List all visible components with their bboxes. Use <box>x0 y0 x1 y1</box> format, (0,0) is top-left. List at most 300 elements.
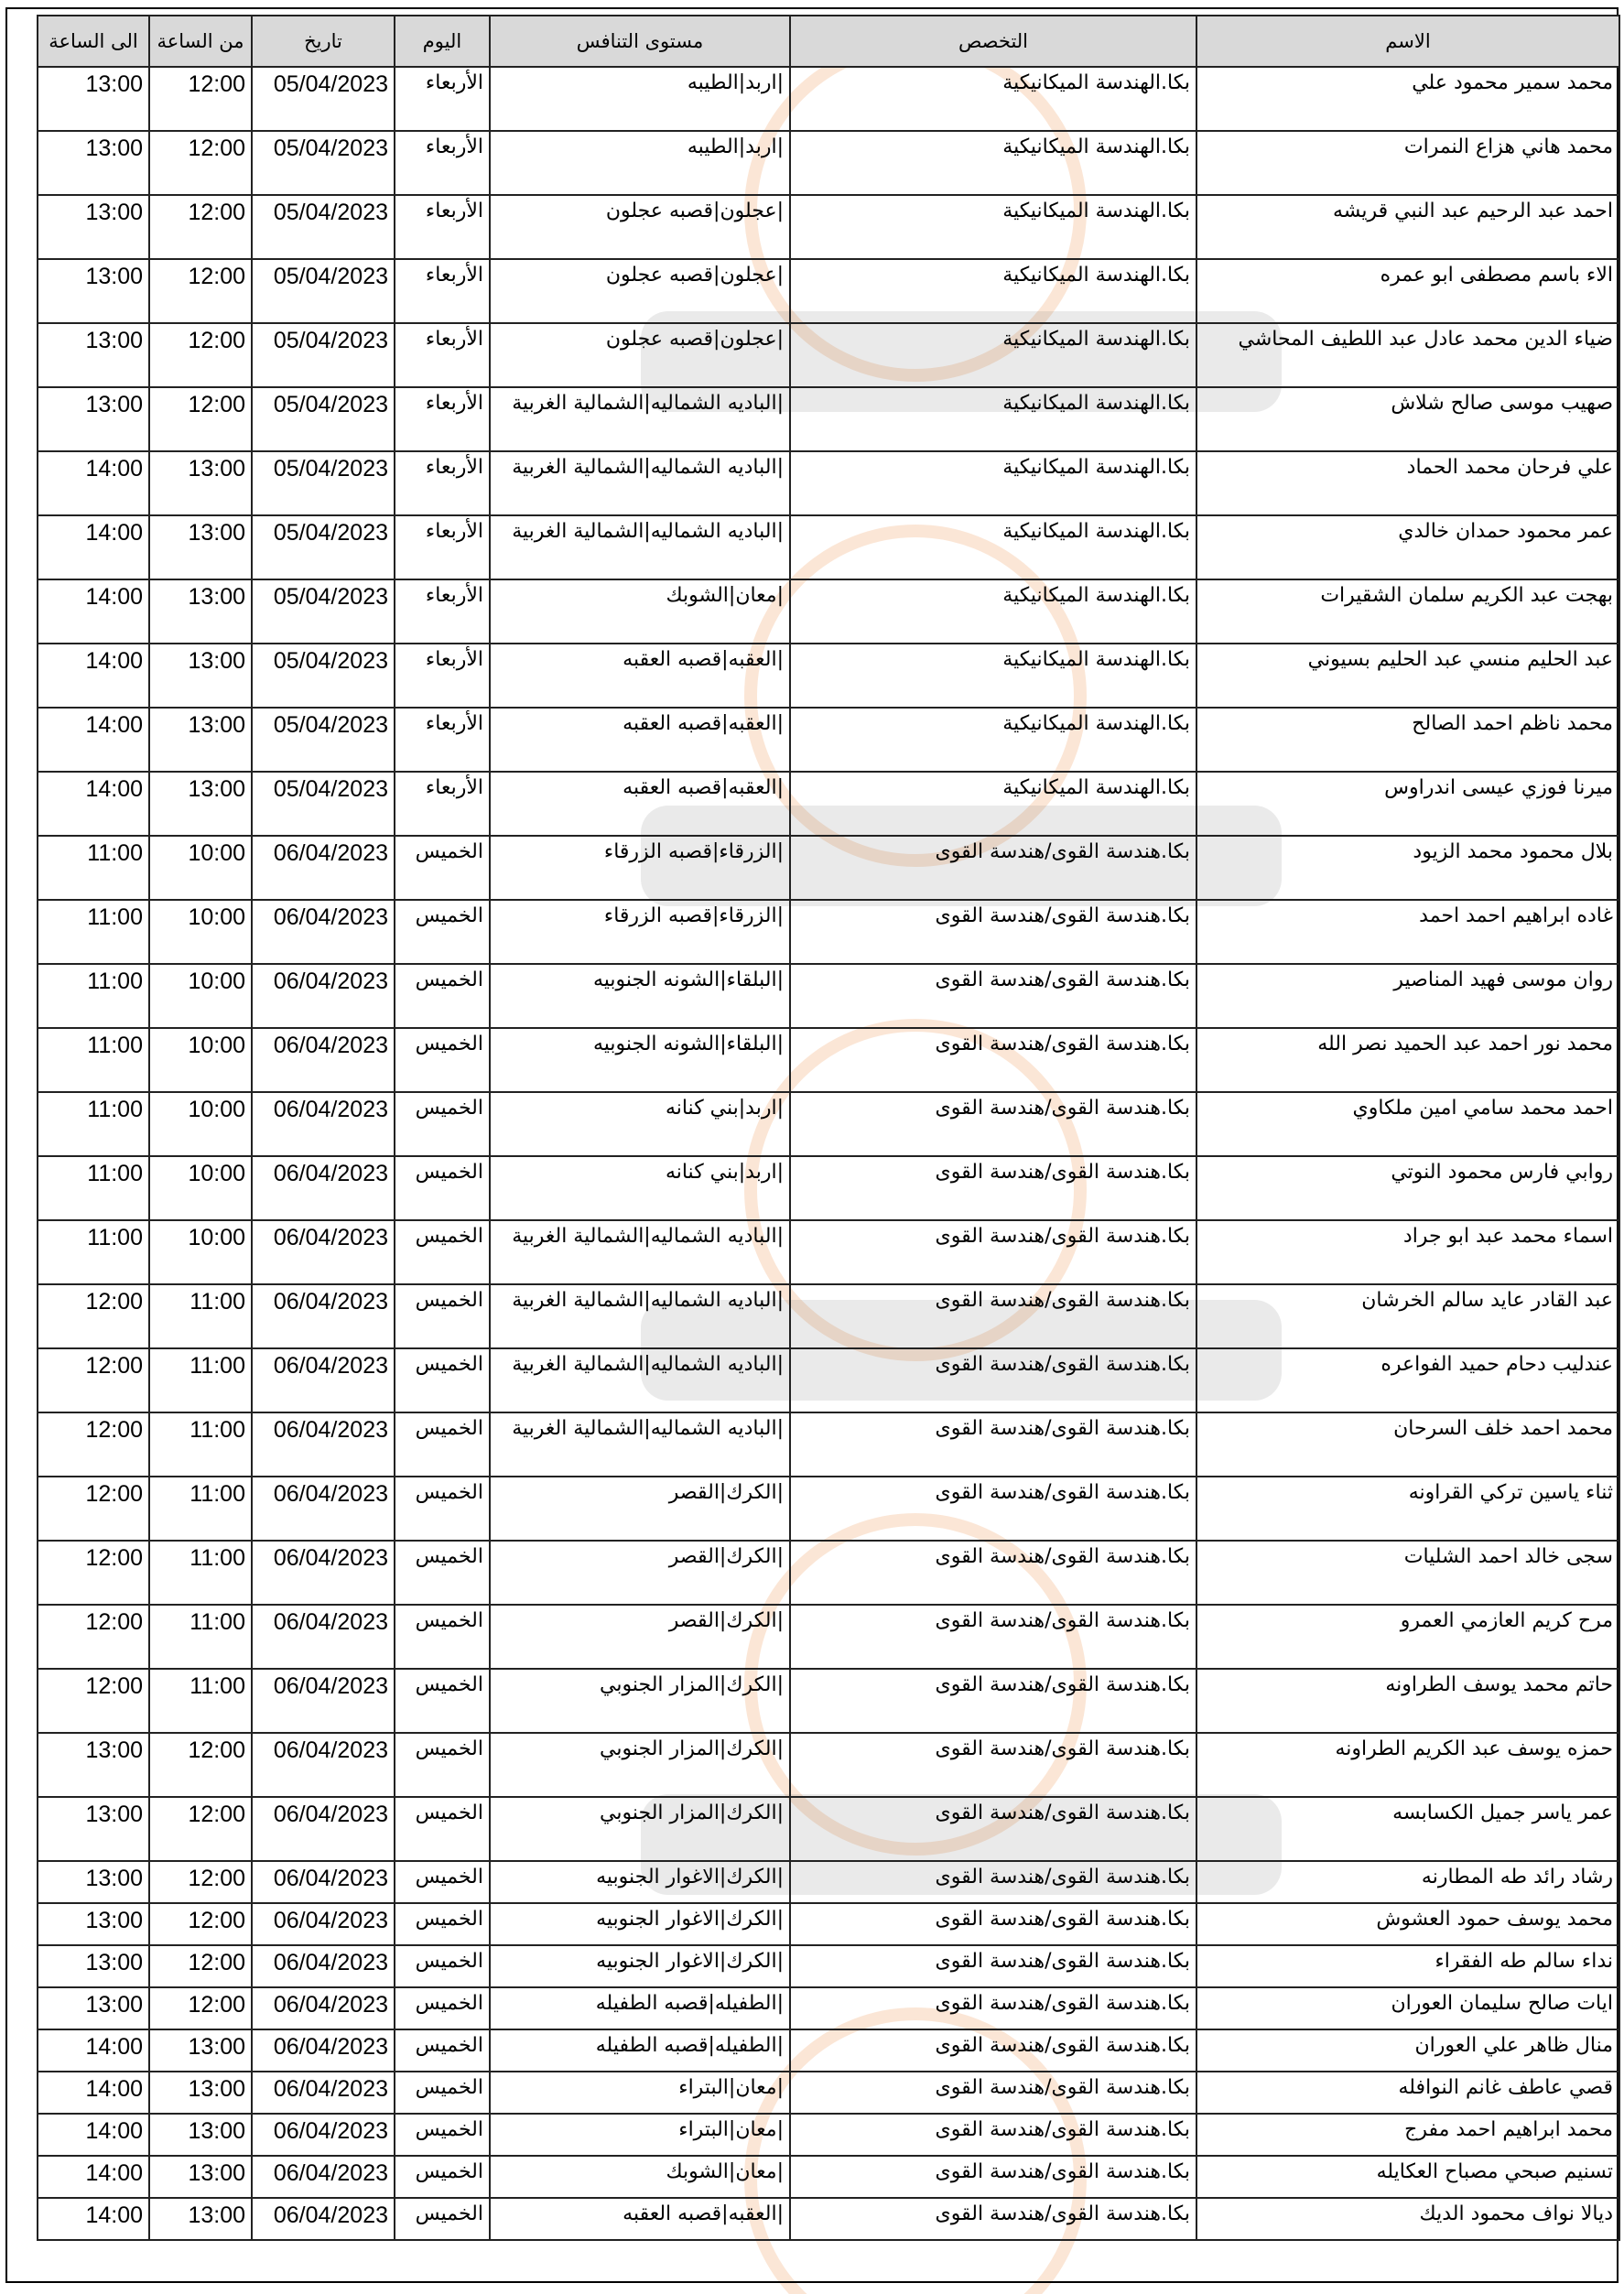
cell-name: روان موسى فهيد المناصير <box>1196 964 1619 1028</box>
table-row <box>38 195 1619 259</box>
cell-level: |الباديه الشماليه|الشمالية الغربية <box>490 1220 790 1284</box>
header-day: اليوم <box>395 16 490 67</box>
cell-day: الخميس <box>395 2029 490 2072</box>
cell-date: 06/04/2023 <box>252 1903 395 1945</box>
table-row <box>38 579 1619 644</box>
cell-date: 06/04/2023 <box>252 1477 395 1541</box>
cell-date: 06/04/2023 <box>252 1284 395 1348</box>
table-row <box>38 1945 1619 1987</box>
cell-day: الأربعاء <box>395 259 490 323</box>
cell-to: 13:00 <box>38 323 149 387</box>
cell-from: 11:00 <box>149 1284 252 1348</box>
cell-to: 12:00 <box>38 1605 149 1669</box>
cell-day: الخميس <box>395 1945 490 1987</box>
cell-level: |العقبه|قصبه العقبه <box>490 772 790 836</box>
cell-major: بكا.هندسة القوى/هندسة القوى <box>790 836 1196 900</box>
cell-to: 13:00 <box>38 1733 149 1797</box>
cell-major: بكا.هندسة القوى/هندسة القوى <box>790 1092 1196 1156</box>
cell-day: الخميس <box>395 1477 490 1541</box>
cell-major: بكا.الهندسة الميكانيكية <box>790 323 1196 387</box>
cell-from: 13:00 <box>149 579 252 644</box>
cell-day: الخميس <box>395 1605 490 1669</box>
cell-name: عندليب دحام حميد الفواعره <box>1196 1348 1619 1412</box>
cell-day: الخميس <box>395 1541 490 1605</box>
cell-from: 11:00 <box>149 1669 252 1733</box>
cell-to: 13:00 <box>38 131 149 195</box>
cell-major: بكا.هندسة القوى/هندسة القوى <box>790 1028 1196 1092</box>
cell-name: غاده ابراهيم احمد احمد <box>1196 900 1619 964</box>
cell-major: بكا.الهندسة الميكانيكية <box>790 708 1196 772</box>
table-row <box>38 2114 1619 2156</box>
cell-to: 13:00 <box>38 1797 149 1861</box>
table-row <box>38 836 1619 900</box>
header-date: تاريخ <box>252 16 395 67</box>
cell-major: بكا.هندسة القوى/هندسة القوى <box>790 1797 1196 1861</box>
cell-level: |الباديه الشماليه|الشمالية الغربية <box>490 387 790 451</box>
cell-to: 13:00 <box>38 67 149 131</box>
cell-day: الخميس <box>395 2114 490 2156</box>
cell-level: |الكرك|المزار الجنوبي <box>490 1733 790 1797</box>
cell-level: |اربد|بني كنانه <box>490 1092 790 1156</box>
cell-date: 05/04/2023 <box>252 644 395 708</box>
cell-date: 06/04/2023 <box>252 1541 395 1605</box>
cell-to: 13:00 <box>38 195 149 259</box>
cell-major: بكا.الهندسة الميكانيكية <box>790 451 1196 515</box>
cell-date: 06/04/2023 <box>252 1348 395 1412</box>
cell-name: احمد محمد سامي امين ملكاوي <box>1196 1092 1619 1156</box>
cell-name: محمد يوسف حمود العشوش <box>1196 1903 1619 1945</box>
cell-level: |الكرك|القصر <box>490 1605 790 1669</box>
cell-name: الاء باسم مصطفى ابو عمره <box>1196 259 1619 323</box>
cell-date: 06/04/2023 <box>252 1669 395 1733</box>
cell-day: الأربعاء <box>395 515 490 579</box>
cell-major: بكا.الهندسة الميكانيكية <box>790 131 1196 195</box>
cell-level: |العقبه|قصبه العقبه <box>490 644 790 708</box>
cell-name: ميرنا فوزي عيسى اندراوس <box>1196 772 1619 836</box>
cell-to: 11:00 <box>38 836 149 900</box>
cell-level: |اربد|الطيبه <box>490 67 790 131</box>
table-row <box>38 1903 1619 1945</box>
cell-day: الخميس <box>395 1348 490 1412</box>
cell-day: الخميس <box>395 1903 490 1945</box>
cell-to: 11:00 <box>38 964 149 1028</box>
table-row <box>38 964 1619 1028</box>
cell-to: 14:00 <box>38 772 149 836</box>
cell-level: |اربد|بني كنانه <box>490 1156 790 1220</box>
cell-date: 06/04/2023 <box>252 964 395 1028</box>
cell-from: 13:00 <box>149 515 252 579</box>
cell-from: 12:00 <box>149 131 252 195</box>
cell-date: 06/04/2023 <box>252 1092 395 1156</box>
cell-to: 14:00 <box>38 2198 149 2240</box>
cell-major: بكا.هندسة القوى/هندسة القوى <box>790 1669 1196 1733</box>
cell-day: الأربعاء <box>395 323 490 387</box>
table-row <box>38 1220 1619 1284</box>
table-row <box>38 1156 1619 1220</box>
cell-date: 06/04/2023 <box>252 1028 395 1092</box>
cell-to: 14:00 <box>38 644 149 708</box>
table-row <box>38 1733 1619 1797</box>
cell-from: 10:00 <box>149 836 252 900</box>
table-header-row <box>38 16 1619 67</box>
cell-name: ديالا نواف محمود الديك <box>1196 2198 1619 2240</box>
cell-level: |العقبه|قصبه العقبه <box>490 2198 790 2240</box>
table-row <box>38 708 1619 772</box>
cell-major: بكا.هندسة القوى/هندسة القوى <box>790 1412 1196 1477</box>
cell-major: بكا.هندسة القوى/هندسة القوى <box>790 1477 1196 1541</box>
cell-level: |الكرك|المزار الجنوبي <box>490 1669 790 1733</box>
cell-from: 10:00 <box>149 964 252 1028</box>
cell-day: الخميس <box>395 1797 490 1861</box>
cell-from: 12:00 <box>149 259 252 323</box>
cell-day: الأربعاء <box>395 131 490 195</box>
cell-name: نداء سالم طه الفقراء <box>1196 1945 1619 1987</box>
cell-major: بكا.الهندسة الميكانيكية <box>790 579 1196 644</box>
cell-name: عمر محمود حمدان خالدي <box>1196 515 1619 579</box>
cell-date: 06/04/2023 <box>252 2114 395 2156</box>
cell-from: 13:00 <box>149 451 252 515</box>
table-row <box>38 2198 1619 2240</box>
cell-date: 06/04/2023 <box>252 2072 395 2114</box>
cell-date: 05/04/2023 <box>252 67 395 131</box>
cell-from: 12:00 <box>149 1987 252 2029</box>
cell-level: |عجلون|قصبه عجلون <box>490 259 790 323</box>
table-body <box>38 67 1619 2240</box>
cell-level: |البلقاء|الشونه الجنوبيه <box>490 964 790 1028</box>
cell-major: بكا.هندسة القوى/هندسة القوى <box>790 2114 1196 2156</box>
cell-major: بكا.هندسة القوى/هندسة القوى <box>790 1987 1196 2029</box>
cell-date: 06/04/2023 <box>252 1156 395 1220</box>
cell-level: |الكرك|الاغوار الجنوبيه <box>490 1903 790 1945</box>
header-name: الاسم <box>1196 16 1619 67</box>
cell-day: الخميس <box>395 2072 490 2114</box>
cell-name: سجى خالد احمد الشليات <box>1196 1541 1619 1605</box>
cell-from: 11:00 <box>149 1477 252 1541</box>
cell-major: بكا.الهندسة الميكانيكية <box>790 644 1196 708</box>
cell-major: بكا.هندسة القوى/هندسة القوى <box>790 1733 1196 1797</box>
cell-name: صهيب موسى صالح شلاش <box>1196 387 1619 451</box>
cell-from: 13:00 <box>149 2114 252 2156</box>
cell-name: مرح كريم العازمي العمرو <box>1196 1605 1619 1669</box>
cell-to: 12:00 <box>38 1541 149 1605</box>
cell-date: 06/04/2023 <box>252 900 395 964</box>
cell-day: الخميس <box>395 2198 490 2240</box>
cell-to: 14:00 <box>38 2029 149 2072</box>
cell-from: 12:00 <box>149 1733 252 1797</box>
cell-from: 12:00 <box>149 387 252 451</box>
cell-major: بكا.هندسة القوى/هندسة القوى <box>790 1284 1196 1348</box>
table-row <box>38 1348 1619 1412</box>
cell-level: |الباديه الشماليه|الشمالية الغربية <box>490 515 790 579</box>
cell-name: منال ظاهر علي العوران <box>1196 2029 1619 2072</box>
table-row <box>38 2156 1619 2198</box>
cell-name: محمد هاني هزاع النمرات <box>1196 131 1619 195</box>
cell-major: بكا.الهندسة الميكانيكية <box>790 259 1196 323</box>
cell-from: 12:00 <box>149 1945 252 1987</box>
table-row <box>38 387 1619 451</box>
cell-to: 13:00 <box>38 1987 149 2029</box>
cell-level: |الكرك|المزار الجنوبي <box>490 1797 790 1861</box>
cell-level: |البلقاء|الشونه الجنوبيه <box>490 1028 790 1092</box>
cell-to: 14:00 <box>38 451 149 515</box>
cell-name: عمر ياسر جميل الكسابسه <box>1196 1797 1619 1861</box>
cell-from: 10:00 <box>149 1028 252 1092</box>
cell-date: 06/04/2023 <box>252 1797 395 1861</box>
cell-major: بكا.هندسة القوى/هندسة القوى <box>790 1541 1196 1605</box>
cell-name: حاتم محمد يوسف الطراونه <box>1196 1669 1619 1733</box>
cell-from: 12:00 <box>149 1861 252 1903</box>
cell-date: 05/04/2023 <box>252 259 395 323</box>
cell-day: الخميس <box>395 1092 490 1156</box>
cell-name: حمزه يوسف عبد الكريم الطراونه <box>1196 1733 1619 1797</box>
cell-from: 10:00 <box>149 900 252 964</box>
cell-name: عبد الحليم منسي عبد الحليم بسيوني <box>1196 644 1619 708</box>
cell-to: 12:00 <box>38 1412 149 1477</box>
cell-name: محمد سمير محمود علي <box>1196 67 1619 131</box>
cell-major: بكا.هندسة القوى/هندسة القوى <box>790 1348 1196 1412</box>
cell-day: الأربعاء <box>395 772 490 836</box>
cell-from: 12:00 <box>149 1797 252 1861</box>
cell-level: |الباديه الشماليه|الشمالية الغربية <box>490 1412 790 1477</box>
cell-name: اسماء محمد عبد ابو جراد <box>1196 1220 1619 1284</box>
header-from: من الساعة <box>149 16 252 67</box>
cell-level: |العقبه|قصبه العقبه <box>490 708 790 772</box>
cell-major: بكا.هندسة القوى/هندسة القوى <box>790 2156 1196 2198</box>
cell-date: 05/04/2023 <box>252 323 395 387</box>
table-row <box>38 644 1619 708</box>
header-to: الى الساعة <box>38 16 149 67</box>
cell-major: بكا.هندسة القوى/هندسة القوى <box>790 1220 1196 1284</box>
cell-day: الخميس <box>395 1987 490 2029</box>
cell-to: 11:00 <box>38 1092 149 1156</box>
cell-day: الخميس <box>395 1733 490 1797</box>
table-row <box>38 1541 1619 1605</box>
cell-level: |الكرك|الاغوار الجنوبيه <box>490 1945 790 1987</box>
cell-name: محمد نور احمد عبد الحميد نصر الله <box>1196 1028 1619 1092</box>
cell-to: 14:00 <box>38 579 149 644</box>
cell-name: محمد احمد خلف السرحان <box>1196 1412 1619 1477</box>
table-row <box>38 515 1619 579</box>
cell-date: 05/04/2023 <box>252 772 395 836</box>
cell-level: |معان|البتراء <box>490 2072 790 2114</box>
cell-from: 11:00 <box>149 1541 252 1605</box>
cell-from: 13:00 <box>149 708 252 772</box>
cell-major: بكا.هندسة القوى/هندسة القوى <box>790 1903 1196 1945</box>
table-row <box>38 259 1619 323</box>
table-row <box>38 451 1619 515</box>
cell-from: 13:00 <box>149 772 252 836</box>
cell-day: الخميس <box>395 964 490 1028</box>
cell-level: |الكرك|القصر <box>490 1541 790 1605</box>
cell-to: 14:00 <box>38 708 149 772</box>
cell-name: بهجت عبد الكريم سلمان الشقيرات <box>1196 579 1619 644</box>
cell-day: الخميس <box>395 1156 490 1220</box>
cell-to: 12:00 <box>38 1348 149 1412</box>
table-row <box>38 1412 1619 1477</box>
cell-from: 12:00 <box>149 1903 252 1945</box>
cell-level: |الزرقاء|قصبه الزرقاء <box>490 900 790 964</box>
table-row <box>38 1284 1619 1348</box>
cell-to: 13:00 <box>38 1903 149 1945</box>
cell-day: الخميس <box>395 1220 490 1284</box>
cell-from: 13:00 <box>149 2198 252 2240</box>
cell-date: 05/04/2023 <box>252 387 395 451</box>
cell-day: الأربعاء <box>395 195 490 259</box>
cell-day: الخميس <box>395 836 490 900</box>
cell-from: 10:00 <box>149 1156 252 1220</box>
cell-date: 06/04/2023 <box>252 836 395 900</box>
cell-level: |الطفيله|قصبه الطفيله <box>490 1987 790 2029</box>
cell-from: 13:00 <box>149 2156 252 2198</box>
cell-major: بكا.هندسة القوى/هندسة القوى <box>790 2198 1196 2240</box>
cell-to: 14:00 <box>38 2114 149 2156</box>
table-row <box>38 1987 1619 2029</box>
cell-to: 11:00 <box>38 1220 149 1284</box>
cell-name: رشاد رائد طه المطارنه <box>1196 1861 1619 1903</box>
cell-name: ثناء ياسين تركي القراونه <box>1196 1477 1619 1541</box>
cell-date: 05/04/2023 <box>252 515 395 579</box>
cell-major: بكا.الهندسة الميكانيكية <box>790 67 1196 131</box>
cell-date: 06/04/2023 <box>252 2198 395 2240</box>
cell-level: |الباديه الشماليه|الشمالية الغربية <box>490 1284 790 1348</box>
cell-date: 06/04/2023 <box>252 1220 395 1284</box>
cell-date: 05/04/2023 <box>252 708 395 772</box>
cell-major: بكا.هندسة القوى/هندسة القوى <box>790 1945 1196 1987</box>
cell-level: |الباديه الشماليه|الشمالية الغربية <box>490 451 790 515</box>
cell-level: |الكرك|الاغوار الجنوبيه <box>490 1861 790 1903</box>
cell-day: الأربعاء <box>395 67 490 131</box>
cell-day: الخميس <box>395 1284 490 1348</box>
table-row <box>38 323 1619 387</box>
cell-to: 12:00 <box>38 1669 149 1733</box>
cell-name: قصي عاطف غانم النوافله <box>1196 2072 1619 2114</box>
cell-day: الخميس <box>395 1028 490 1092</box>
cell-from: 12:00 <box>149 67 252 131</box>
cell-major: بكا.الهندسة الميكانيكية <box>790 772 1196 836</box>
cell-name: ضياء الدين محمد عادل عبد اللطيف المحاشي <box>1196 323 1619 387</box>
schedule-table <box>37 15 1620 2241</box>
cell-date: 06/04/2023 <box>252 1987 395 2029</box>
cell-day: الأربعاء <box>395 708 490 772</box>
table-row <box>38 67 1619 131</box>
cell-date: 06/04/2023 <box>252 1733 395 1797</box>
cell-day: الأربعاء <box>395 644 490 708</box>
cell-to: 13:00 <box>38 387 149 451</box>
header-major: التخصص <box>790 16 1196 67</box>
cell-level: |عجلون|قصبه عجلون <box>490 323 790 387</box>
cell-date: 06/04/2023 <box>252 2156 395 2198</box>
cell-level: |الكرك|القصر <box>490 1477 790 1541</box>
cell-major: بكا.هندسة القوى/هندسة القوى <box>790 964 1196 1028</box>
table-row <box>38 1669 1619 1733</box>
cell-from: 10:00 <box>149 1220 252 1284</box>
cell-from: 12:00 <box>149 323 252 387</box>
cell-date: 06/04/2023 <box>252 2029 395 2072</box>
cell-from: 11:00 <box>149 1348 252 1412</box>
cell-level: |الباديه الشماليه|الشمالية الغربية <box>490 1348 790 1412</box>
cell-day: الأربعاء <box>395 451 490 515</box>
cell-level: |عجلون|قصبه عجلون <box>490 195 790 259</box>
table-row <box>38 1477 1619 1541</box>
cell-name: عبد القادر عايد سالم الخرشان <box>1196 1284 1619 1348</box>
cell-name: ايات صالح سليمان العوران <box>1196 1987 1619 2029</box>
cell-date: 05/04/2023 <box>252 131 395 195</box>
cell-date: 06/04/2023 <box>252 1945 395 1987</box>
cell-from: 11:00 <box>149 1605 252 1669</box>
cell-name: محمد ابراهيم احمد مفرج <box>1196 2114 1619 2156</box>
cell-from: 13:00 <box>149 2029 252 2072</box>
cell-day: الأربعاء <box>395 579 490 644</box>
table-row <box>38 1861 1619 1903</box>
cell-to: 13:00 <box>38 1945 149 1987</box>
cell-date: 06/04/2023 <box>252 1861 395 1903</box>
header-level: مستوى التنافس <box>490 16 790 67</box>
cell-day: الخميس <box>395 2156 490 2198</box>
cell-from: 13:00 <box>149 644 252 708</box>
cell-name: روابي فارس محمود النوتي <box>1196 1156 1619 1220</box>
cell-to: 12:00 <box>38 1284 149 1348</box>
cell-name: تسنيم صبحي مصباح العكايله <box>1196 2156 1619 2198</box>
cell-to: 14:00 <box>38 2072 149 2114</box>
cell-to: 14:00 <box>38 2156 149 2198</box>
cell-name: احمد عبد الرحيم عبد النبي قريشه <box>1196 195 1619 259</box>
cell-name: علي فرحان محمد الحماد <box>1196 451 1619 515</box>
cell-major: بكا.هندسة القوى/هندسة القوى <box>790 1605 1196 1669</box>
table-row <box>38 2029 1619 2072</box>
cell-to: 14:00 <box>38 515 149 579</box>
table-row <box>38 1605 1619 1669</box>
cell-major: بكا.هندسة القوى/هندسة القوى <box>790 900 1196 964</box>
table-row <box>38 131 1619 195</box>
cell-level: |معان|الشوبك <box>490 579 790 644</box>
cell-day: الخميس <box>395 1669 490 1733</box>
cell-to: 12:00 <box>38 1477 149 1541</box>
cell-major: بكا.الهندسة الميكانيكية <box>790 387 1196 451</box>
cell-day: الخميس <box>395 1412 490 1477</box>
table-row <box>38 1797 1619 1861</box>
cell-major: بكا.الهندسة الميكانيكية <box>790 515 1196 579</box>
cell-major: بكا.هندسة القوى/هندسة القوى <box>790 1156 1196 1220</box>
cell-major: بكا.هندسة القوى/هندسة القوى <box>790 1861 1196 1903</box>
cell-day: الخميس <box>395 900 490 964</box>
cell-to: 11:00 <box>38 1156 149 1220</box>
cell-date: 06/04/2023 <box>252 1412 395 1477</box>
cell-name: بلال محمود محمد الزيود <box>1196 836 1619 900</box>
cell-date: 06/04/2023 <box>252 1605 395 1669</box>
cell-day: الخميس <box>395 1861 490 1903</box>
cell-from: 11:00 <box>149 1412 252 1477</box>
cell-major: بكا.الهندسة الميكانيكية <box>790 195 1196 259</box>
table-row <box>38 772 1619 836</box>
cell-major: بكا.هندسة القوى/هندسة القوى <box>790 2072 1196 2114</box>
cell-to: 13:00 <box>38 259 149 323</box>
cell-level: |الزرقاء|قصبه الزرقاء <box>490 836 790 900</box>
cell-date: 05/04/2023 <box>252 579 395 644</box>
cell-level: |الطفيله|قصبه الطفيله <box>490 2029 790 2072</box>
cell-major: بكا.هندسة القوى/هندسة القوى <box>790 2029 1196 2072</box>
cell-level: |معان|الشوبك <box>490 2156 790 2198</box>
cell-name: محمد ناظم احمد الصالح <box>1196 708 1619 772</box>
cell-level: |معان|البتراء <box>490 2114 790 2156</box>
table-row <box>38 2072 1619 2114</box>
table-row <box>38 1092 1619 1156</box>
table-row <box>38 900 1619 964</box>
cell-date: 05/04/2023 <box>252 451 395 515</box>
cell-from: 12:00 <box>149 195 252 259</box>
cell-to: 11:00 <box>38 1028 149 1092</box>
cell-from: 13:00 <box>149 2072 252 2114</box>
cell-date: 05/04/2023 <box>252 195 395 259</box>
